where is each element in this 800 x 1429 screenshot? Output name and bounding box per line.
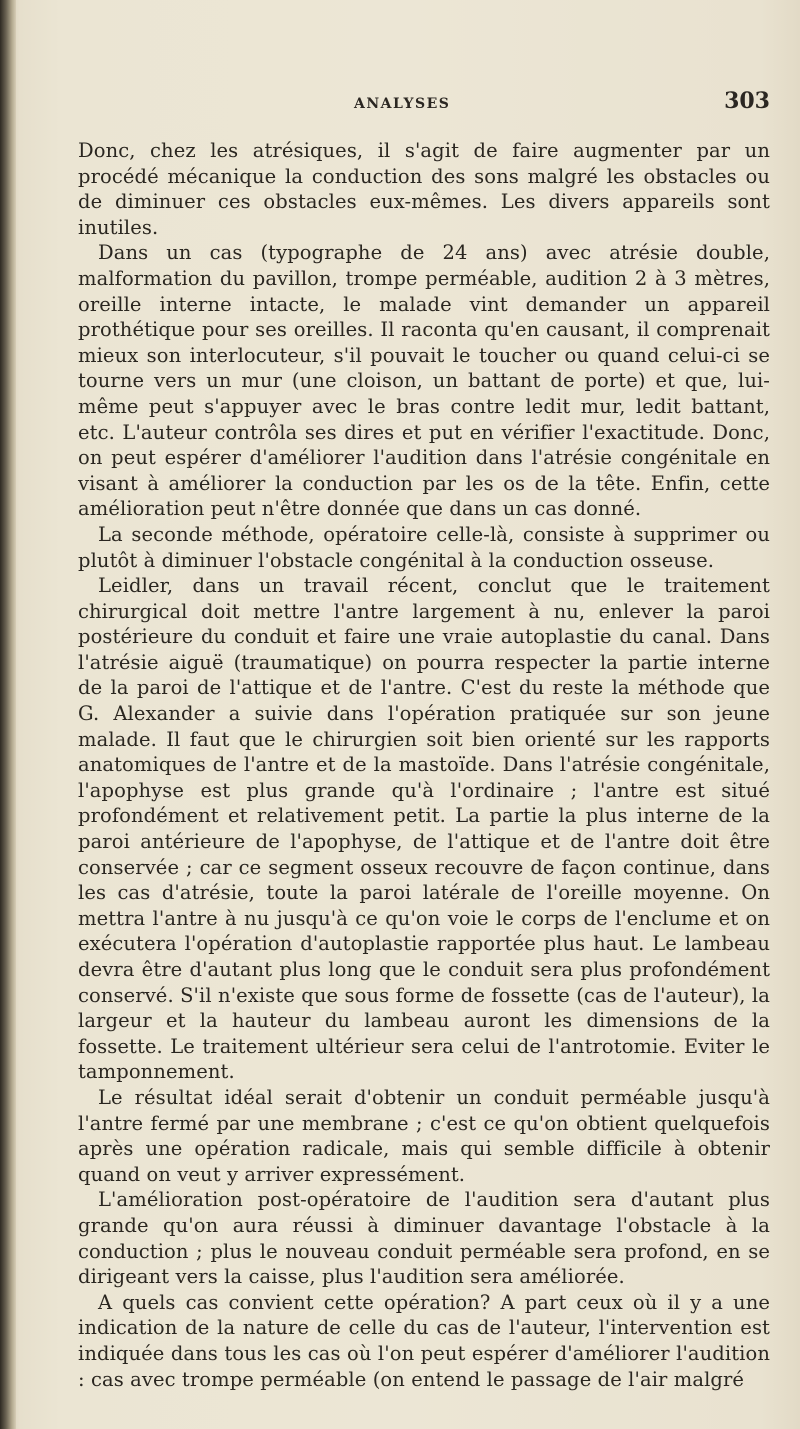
page-number: 303 — [724, 88, 770, 114]
paragraph-2: Dans un cas (typographe de 24 ans) avec atrésie double, malformation du pavillon, trompe perméable, audition 2 à 3 mètres, oreille interne intacte, le malade vint demander un appareil prothétique pour ses oreilles. Il raconta qu'en causant, il comprenait mieux son interlocuteur, s'il pouvait le toucher ou quand celui-ci se tourne vers un mur (une cloison, un battant de porte) et que, lui-même peut s'appuyer avec le bras contre ledit mur, ledit battant, etc. L'auteur contrôla ses dires et put en vérifier l'exactitude. Donc, on peut espérer d'améliorer l'audition dans l'atrésie congénitale en visant à améliorer la conduction par les os de la tête. Enfin, cette amélioration peut n'être donnée que dans un cas donné. — [78, 241, 770, 521]
paragraph-1: Donc, chez les atrésiques, il s'agit de faire augmenter par un procédé mécanique la conduction des sons malgré les obstacles ou de diminuer ces obstacles eux-mêmes. Les divers appareils sont inutiles. — [78, 139, 770, 239]
body-text — [78, 138, 770, 1392]
paragraph-4: Leidler, dans un travail récent, conclut que le traitement chirurgical doit mettre l'antre largement à nu, enlever la paroi postérieure du conduit et faire une vraie autoplastie du canal. Dans l'atrésie aiguë (traumatique) on pourra respecter la partie interne de la paroi de l'attique et de l'antre. C'est du reste la méthode que G. Alexander a suivie dans l'opération pratiquée sur son jeune malade. Il faut que le chirurgien soit bien orienté sur les rapports anatomiques de l'antre et de la mastoïde. Dans l'atrésie congénitale, l'apophyse est plus grande qu'à l'ordinaire ; l'antre est situé profondément et relativement petit. La partie la plus interne de la paroi antérieure de l'apophyse, de l'attique et de l'antre doit être conservée ; car ce segment osseux recouvre de façon continue, dans les cas d'atrésie, toute la paroi latérale de l'oreille moyenne. On mettra l'antre à nu jusqu'à ce qu'on voie le corps de l'enclume et on exécutera l'opération d'autoplastie rapportée plus haut. Le lambeau devra être d'autant plus long que le conduit sera plus profondément conservé. S'il n'existe que sous forme de fossette (cas de l'auteur), la largeur et la hauteur du lambeau auront les dimensions de la fossette. Le traitement ultérieur sera celui de l'antrotomie. Eviter le tamponnement. — [78, 574, 770, 1084]
running-head: ANALYSES — [354, 96, 451, 112]
page-header — [80, 88, 770, 118]
paragraph-3: La seconde méthode, opératoire celle-là, consiste à supprimer ou plutôt à diminuer l'obstacle congénital à la conduction osseuse. — [78, 522, 770, 572]
paragraph-5: Le résultat idéal serait d'obtenir un conduit perméable jusqu'à l'antre fermé par une membrane ; c'est ce qu'on obtient quelquefois après une opération radicale, mais qui semble difficile à obtenir quand on veut y arriver expressément. — [78, 1085, 770, 1186]
paragraph-6: L'amélioration post-opératoire de l'audition sera d'autant plus grande qu'on aura réussi à diminuer davantage l'obstacle à la conduction ; plus le nouveau conduit perméable sera profond, en se dirigeant vers la caisse, plus l'audition sera améliorée. — [78, 1188, 770, 1289]
paragraph-7: A quels cas convient cette opération? A part ceux où il y a une indication de la nature de celle du cas de l'auteur, l'intervention est indiquée dans tous les cas où l'on peut espérer d'améliorer l'audition : cas avec trompe perméable (on entend le passage de l'air malgré — [78, 1290, 770, 1391]
page-binding-edge — [0, 0, 16, 1429]
